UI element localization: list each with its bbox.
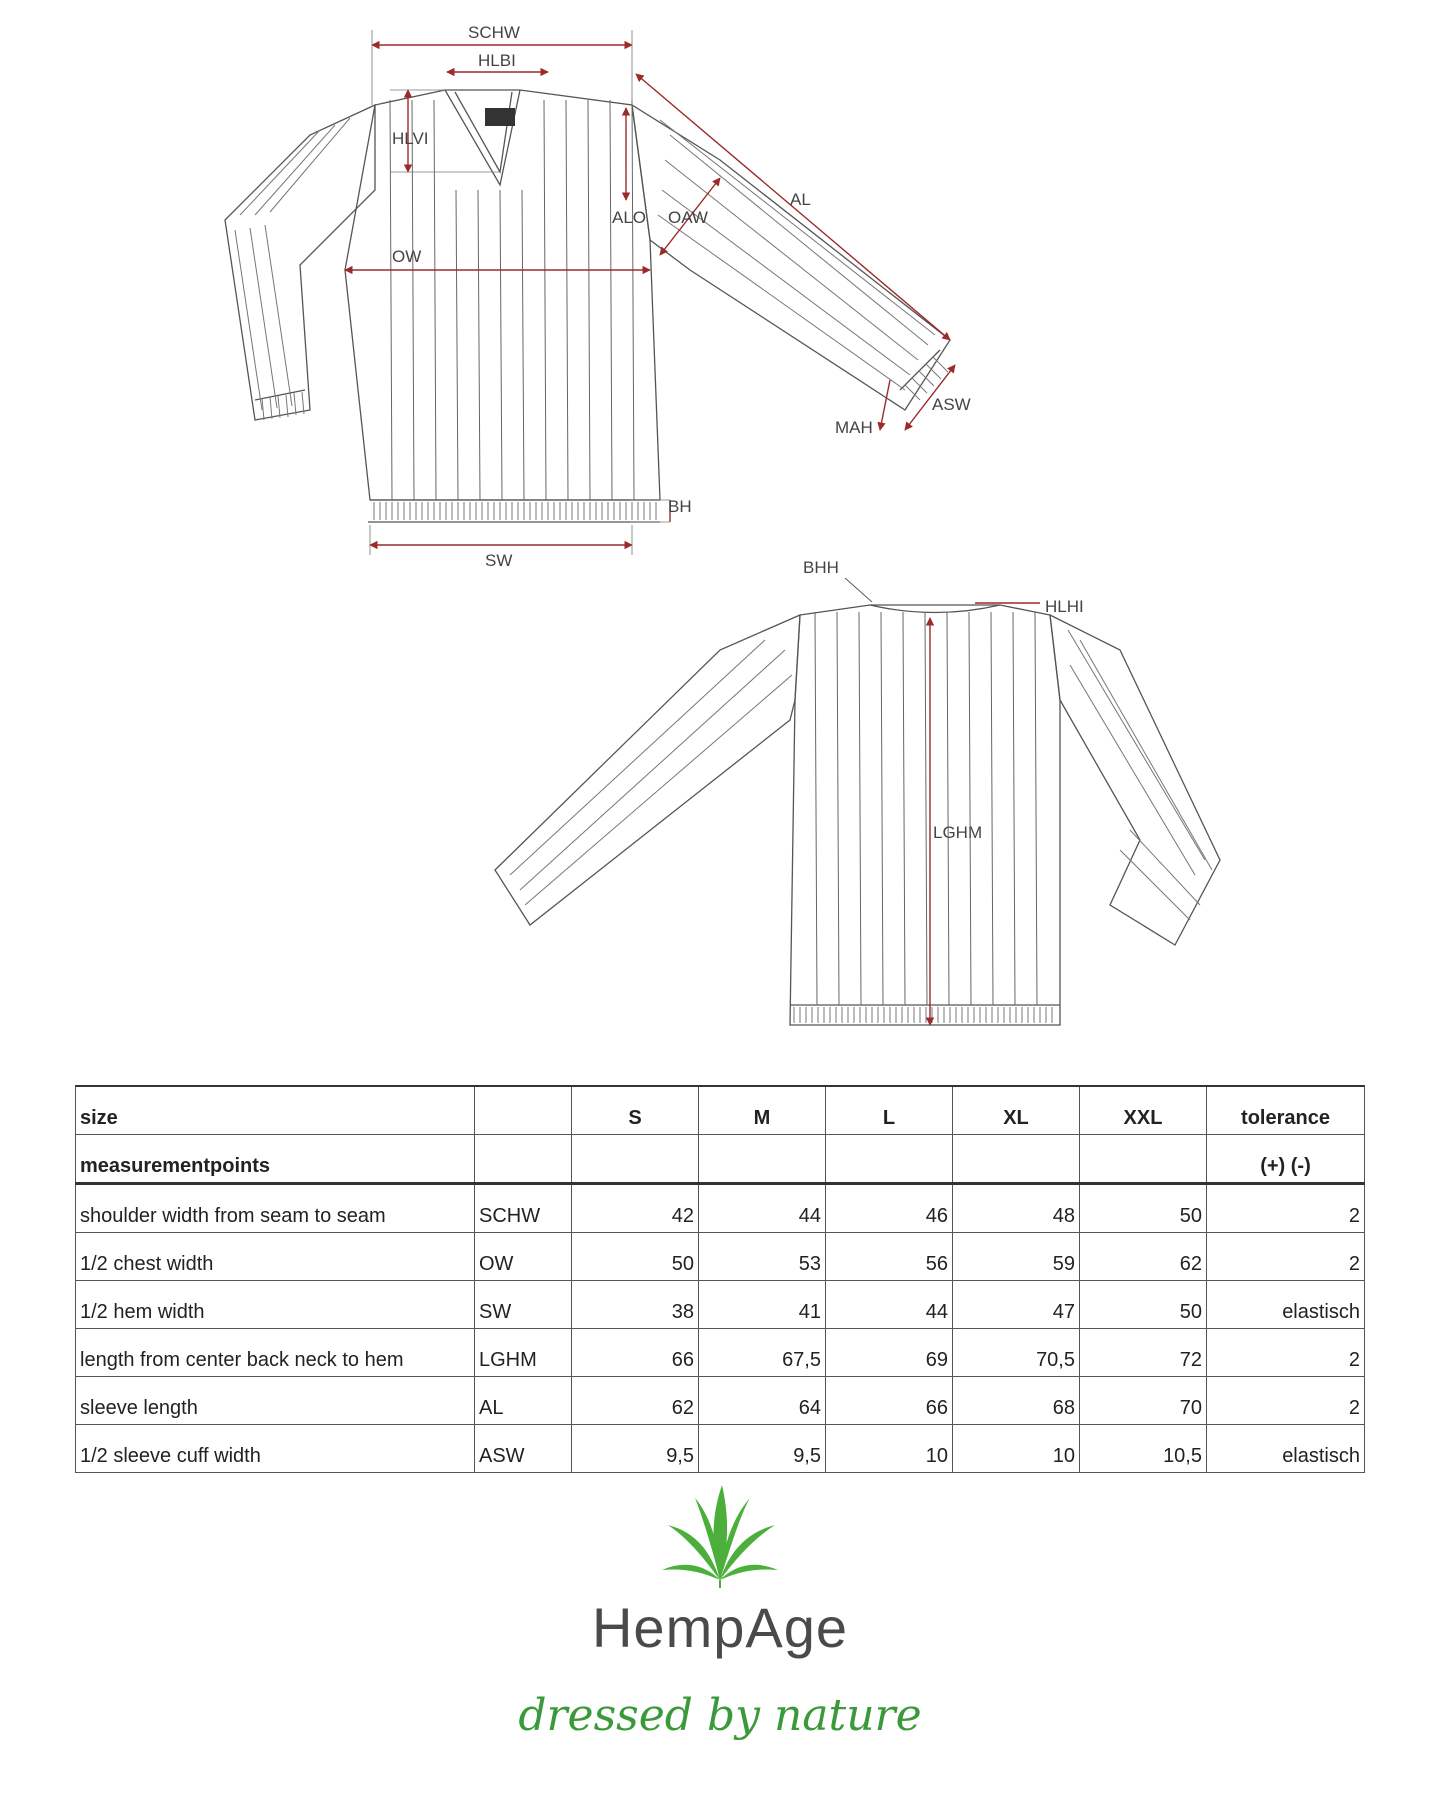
front-hem-ribs	[374, 502, 656, 520]
front-right-sleeve	[632, 105, 950, 410]
label-hlvi: HLVI	[392, 129, 429, 148]
measurement-tolerance: 2	[1207, 1184, 1365, 1233]
measurement-value: 62	[572, 1377, 699, 1425]
brand-name: HempAge	[591, 1596, 849, 1659]
label-lghm: LGHM	[933, 823, 983, 842]
measurement-label: 1/2 sleeve cuff width	[76, 1425, 475, 1473]
back-hem-ribs	[794, 1007, 1052, 1023]
measurement-value: 64	[699, 1377, 826, 1425]
back-left-sleeve	[495, 615, 800, 925]
measurement-code: LGHM	[475, 1329, 572, 1377]
table-row	[76, 1425, 1365, 1473]
neck-label	[485, 108, 515, 126]
header-size-xl: XL	[953, 1086, 1080, 1135]
back-neck	[870, 605, 1000, 613]
measurement-tolerance: 2	[1207, 1233, 1365, 1281]
table-row	[76, 1329, 1365, 1377]
table-subheader-row	[76, 1135, 1365, 1184]
back-sleeve-stripes	[510, 630, 1212, 920]
header-size-s: S	[572, 1086, 699, 1135]
header-measurementpoints: measurementpoints	[76, 1135, 475, 1184]
back-measurements	[845, 578, 1040, 1025]
measurement-value: 47	[953, 1281, 1080, 1329]
measurement-value: 50	[572, 1233, 699, 1281]
front-v-neck	[445, 90, 520, 185]
measurement-value: 59	[953, 1233, 1080, 1281]
measurement-code: OW	[475, 1233, 572, 1281]
measurement-value: 10,5	[1080, 1425, 1207, 1473]
measurement-code: AL	[475, 1377, 572, 1425]
label-hlhi: HLHI	[1045, 597, 1084, 616]
measurement-value: 62	[1080, 1233, 1207, 1281]
measurement-value: 48	[953, 1184, 1080, 1233]
measurement-value: 44	[699, 1184, 826, 1233]
measurement-label: 1/2 hem width	[76, 1281, 475, 1329]
bhh-pointer	[845, 578, 872, 602]
measurement-value: 56	[826, 1233, 953, 1281]
measurement-value: 53	[699, 1233, 826, 1281]
measurement-value: 44	[826, 1281, 953, 1329]
front-cuff-ribs	[262, 357, 948, 420]
table-row	[76, 1377, 1365, 1425]
header-tolerance-sub: (+) (-)	[1207, 1135, 1365, 1184]
header-size-xxl: XXL	[1080, 1086, 1207, 1135]
measurement-value: 41	[699, 1281, 826, 1329]
measurement-value: 69	[826, 1329, 953, 1377]
measurement-value: 38	[572, 1281, 699, 1329]
header-tolerance: tolerance	[1207, 1086, 1365, 1135]
measurement-value: 46	[826, 1184, 953, 1233]
measurement-tolerance: 2	[1207, 1377, 1365, 1425]
measurement-label: sleeve length	[76, 1377, 475, 1425]
front-stripes	[390, 100, 634, 500]
label-ow: OW	[392, 247, 422, 266]
measurement-value: 9,5	[699, 1425, 826, 1473]
measurement-tolerance: elastisch	[1207, 1425, 1365, 1473]
measurement-value: 10	[953, 1425, 1080, 1473]
label-bhh: BHH	[803, 558, 839, 577]
measurement-tolerance: elastisch	[1207, 1281, 1365, 1329]
front-left-sleeve	[225, 105, 375, 420]
header-size-m: M	[699, 1086, 826, 1135]
measurement-value: 50	[1080, 1184, 1207, 1233]
back-measure-labels	[803, 558, 1084, 842]
table-row	[76, 1233, 1365, 1281]
measurement-value: 9,5	[572, 1425, 699, 1473]
measurement-tolerance: 2	[1207, 1329, 1365, 1377]
measurement-value: 42	[572, 1184, 699, 1233]
measurement-value: 66	[826, 1377, 953, 1425]
front-view	[225, 90, 950, 522]
label-hlbi: HLBI	[478, 51, 516, 70]
measurement-value: 66	[572, 1329, 699, 1377]
measurement-value: 70	[1080, 1377, 1207, 1425]
label-schw: SCHW	[468, 23, 520, 42]
size-chart-table	[75, 1085, 1365, 1473]
label-mah: MAH	[835, 418, 873, 437]
mah-arrow	[880, 380, 890, 430]
measurement-label: shoulder width from seam to seam	[76, 1184, 475, 1233]
table-row	[76, 1184, 1365, 1233]
measurement-value: 10	[826, 1425, 953, 1473]
label-asw: ASW	[932, 395, 971, 414]
label-bh: BH	[668, 497, 692, 516]
label-sw: SW	[485, 551, 513, 570]
measurement-value: 72	[1080, 1329, 1207, 1377]
brand-tagline: dressed by nature	[518, 1690, 922, 1741]
table-header-row	[76, 1086, 1365, 1135]
measurement-value: 68	[953, 1377, 1080, 1425]
label-al: AL	[790, 190, 811, 209]
label-alo: ALO	[612, 208, 647, 227]
measurement-code: ASW	[475, 1425, 572, 1473]
table-row	[76, 1281, 1365, 1329]
measurement-label: 1/2 chest width	[76, 1233, 475, 1281]
header-size-l: L	[826, 1086, 953, 1135]
measurement-label: length from center back neck to hem	[76, 1329, 475, 1377]
front-sleeve-stripes	[235, 118, 935, 410]
measurement-code: SCHW	[475, 1184, 572, 1233]
back-right-sleeve	[1050, 615, 1220, 945]
measurement-code: SW	[475, 1281, 572, 1329]
measurement-value: 50	[1080, 1281, 1207, 1329]
back-view	[495, 605, 1220, 1025]
back-stripes	[815, 612, 1037, 1005]
header-size: size	[76, 1086, 475, 1135]
measurement-value: 70,5	[953, 1329, 1080, 1377]
label-oaw: OAW	[668, 208, 708, 227]
hemp-leaf-icon	[660, 1480, 780, 1590]
measurement-value: 67,5	[699, 1329, 826, 1377]
